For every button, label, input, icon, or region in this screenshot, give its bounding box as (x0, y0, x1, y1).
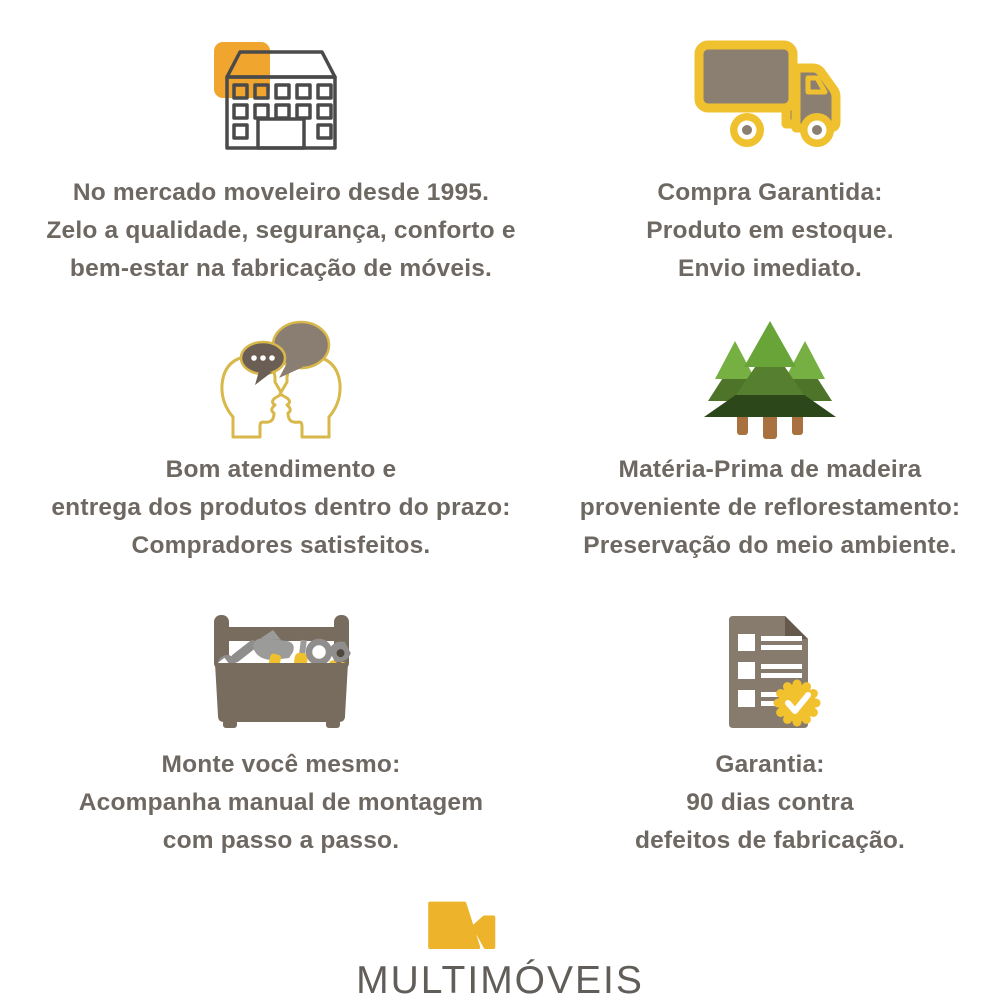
feature-eco-caption (580, 451, 961, 565)
caption-line: Compra Garantida: (657, 179, 883, 206)
caption-line: Produto em estoque. (646, 217, 894, 244)
delivery-truck-svg (690, 38, 850, 153)
caption-line: Acompanha manual de montagem (78, 789, 484, 816)
caption-line: defeitos de fabricação. (634, 827, 906, 854)
caption-line: Compradores satisfeitos. (131, 532, 431, 559)
caption-line: proveniente de reflorestamento: (579, 494, 961, 521)
caption-line: Bom atendimento e (165, 456, 397, 483)
caption-line: com passo a passo. (162, 827, 400, 854)
brand-footer (0, 894, 1000, 1000)
feature-assembly-caption (79, 746, 483, 860)
toolbox-icon (199, 610, 364, 736)
feature-warranty (562, 610, 1000, 890)
multimoveis-logo-svg (423, 894, 497, 952)
multimoveis-m-mark-icon (423, 894, 497, 957)
factory-building-svg (206, 38, 356, 160)
caption-line: No mercado moveleiro desde 1995. (72, 179, 490, 206)
feature-service (0, 315, 562, 610)
caption-line: 90 dias contra (686, 789, 854, 816)
feature-stock-caption (646, 174, 893, 288)
warranty-checklist-icon (705, 610, 835, 736)
brand-name: MULTIMÓVEIS (356, 959, 644, 1000)
caption-line: Preservação do meio ambiente. (583, 532, 957, 559)
warranty-checklist-svg (705, 610, 835, 735)
pine-trees-icon (700, 315, 840, 441)
feature-eco (562, 315, 1000, 610)
caption-line: entrega dos produtos dentro do prazo: (51, 494, 511, 521)
feature-history (0, 38, 562, 315)
caption-line: Matéria-Prima de madeira (618, 456, 922, 483)
feature-history-caption (46, 174, 515, 288)
customer-chat-heads-icon (215, 315, 347, 441)
caption-line: Monte você mesmo: (161, 751, 401, 778)
toolbox-svg (199, 610, 364, 735)
factory-building-icon (206, 38, 356, 164)
caption-line: bem-estar na fabricação de móveis. (69, 255, 493, 282)
feature-warranty-caption (635, 746, 905, 860)
feature-assembly (0, 610, 562, 890)
features-grid (0, 38, 1000, 890)
delivery-truck-icon (690, 38, 850, 164)
pine-trees-svg (700, 315, 840, 440)
feature-service-caption (51, 451, 510, 565)
caption-line: Garantia: (715, 751, 825, 778)
caption-line: Envio imediato. (677, 255, 863, 282)
feature-stock (562, 38, 1000, 315)
customer-chat-heads-svg (215, 315, 347, 439)
caption-line: Zelo a qualidade, segurança, conforto e (46, 217, 516, 244)
